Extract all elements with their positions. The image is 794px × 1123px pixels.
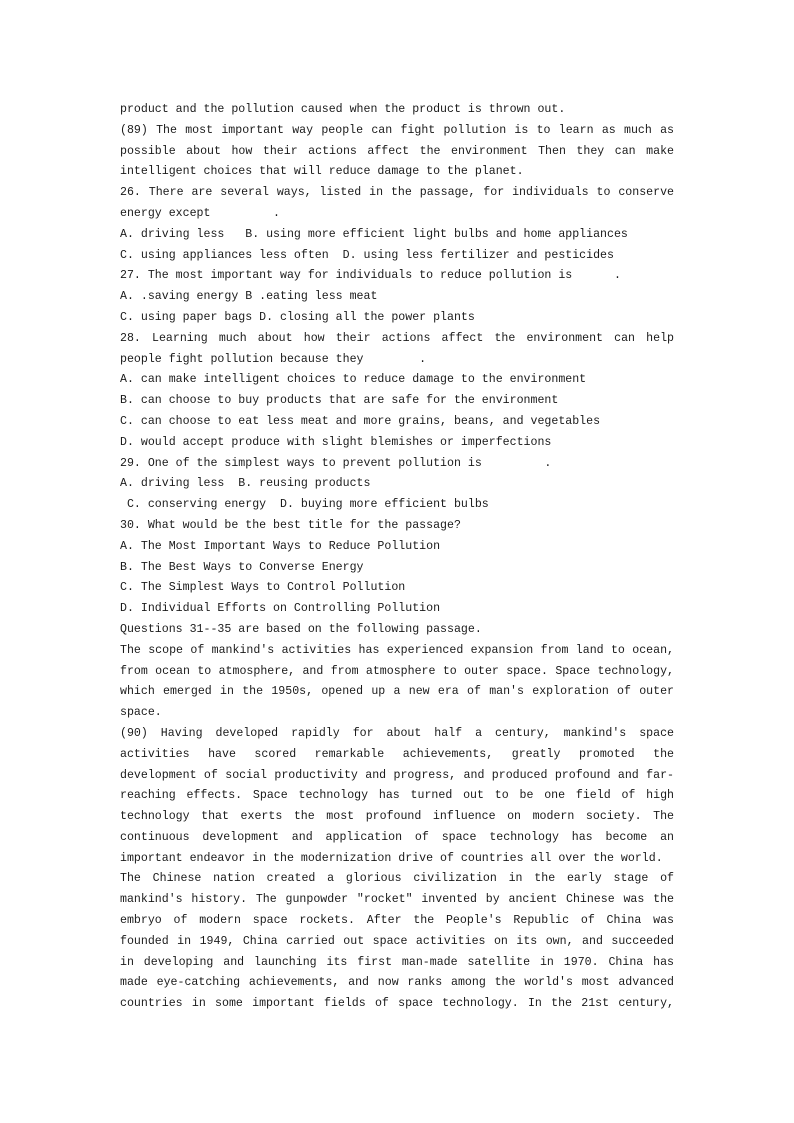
text-line: 27. The most important way for individuals to reduce pollution is .	[120, 269, 621, 283]
document-page	[120, 100, 674, 1015]
text-line: C. The Simplest Ways to Control Pollution	[120, 581, 406, 595]
text-line: development of social productivity and progress, and produced profound and far-	[120, 768, 674, 782]
text-line: embryo of modern space rockets. After the People's Republic of China was	[120, 914, 674, 928]
text-line: mankind's history. The gunpowder "rocket" invented by ancient Chinese was the	[120, 893, 674, 907]
text-line: B. The Best Ways to Converse Energy	[120, 560, 364, 574]
text-line: possible about how their actions affect the environment Then they can make	[120, 144, 674, 158]
text-line: countries in some important fields of space technology. In the 21st century,	[120, 997, 674, 1011]
text-line: C. using appliances less often D. using less fertilizer and pesticides	[120, 248, 614, 262]
text-line: which emerged in the 1950s, opened up a new era of man's exploration of outer	[120, 685, 674, 699]
text-line: The Chinese nation created a glorious civilization in the early stage of	[120, 872, 674, 886]
text-line: A. The Most Important Ways to Reduce Pollution	[120, 539, 441, 553]
text-line: 26. There are several ways, listed in the passage, for individuals to conserve	[120, 186, 674, 200]
text-line: space.	[120, 706, 162, 720]
text-line: people fight pollution because they .	[120, 352, 427, 366]
text-line: A. driving less B. using more efficient light bulbs and home appliances	[120, 227, 628, 241]
text-line: product and the pollution caused when the product is thrown out.	[120, 103, 566, 116]
text-line: important endeavor in the modernization drive of countries all over the world.	[120, 851, 663, 865]
text-line: A. driving less B. reusing products	[120, 477, 371, 491]
text-line: 29. One of the simplest ways to prevent pollution is .	[120, 456, 552, 470]
text-line: activities have scored remarkable achievements, greatly promoted the	[120, 747, 674, 761]
text-line: founded in 1949, China carried out space activities on its own, and succeeded	[120, 934, 674, 948]
text-line: 28. Learning much about how their actions affect the environment can help	[120, 331, 674, 345]
text-line: intelligent choices that will reduce damage to the planet.	[120, 165, 524, 179]
text-line: made eye-catching achievements, and now ranks among the world's most advanced	[120, 976, 674, 990]
text-line: reaching effects. Space technology has turned out to be one field of high	[120, 789, 674, 803]
text-line: D. Individual Efforts on Controlling Pollution	[120, 602, 441, 616]
text-line: (89) The most important way people can fight pollution is to learn as much as	[120, 123, 674, 137]
text-line: A. can make intelligent choices to reduce damage to the environment	[120, 373, 587, 387]
text-line: 30. What would be the best title for the passage?	[120, 518, 461, 532]
text-line: technology that exerts the most profound influence on modern society. The	[120, 810, 674, 824]
text-line: C. can choose to eat less meat and more grains, beans, and vegetables	[120, 414, 601, 428]
text-line: A. .saving energy B .eating less meat	[120, 290, 378, 304]
text-line: (90) Having developed rapidly for about half a century, mankind's space	[120, 726, 674, 740]
text-line: continuous development and application of space technology has become an	[120, 830, 674, 844]
text-line: D. would accept produce with slight blemishes or imperfections	[120, 435, 552, 449]
text-line: C. conserving energy D. buying more efficient bulbs	[120, 498, 489, 512]
text-line: from ocean to atmosphere, and from atmosphere to outer space. Space technology,	[120, 664, 674, 678]
text-line: C. using paper bags D. closing all the power plants	[120, 310, 475, 324]
text-line: in developing and launching its first man-made satellite in 1970. China has	[120, 955, 674, 969]
text-line: Questions 31--35 are based on the following passage.	[120, 622, 482, 636]
text-line: B. can choose to buy products that are safe for the environment	[120, 394, 559, 408]
text-line: energy except .	[120, 206, 281, 220]
text-line: The scope of mankind's activities has experienced expansion from land to ocean,	[120, 643, 674, 657]
